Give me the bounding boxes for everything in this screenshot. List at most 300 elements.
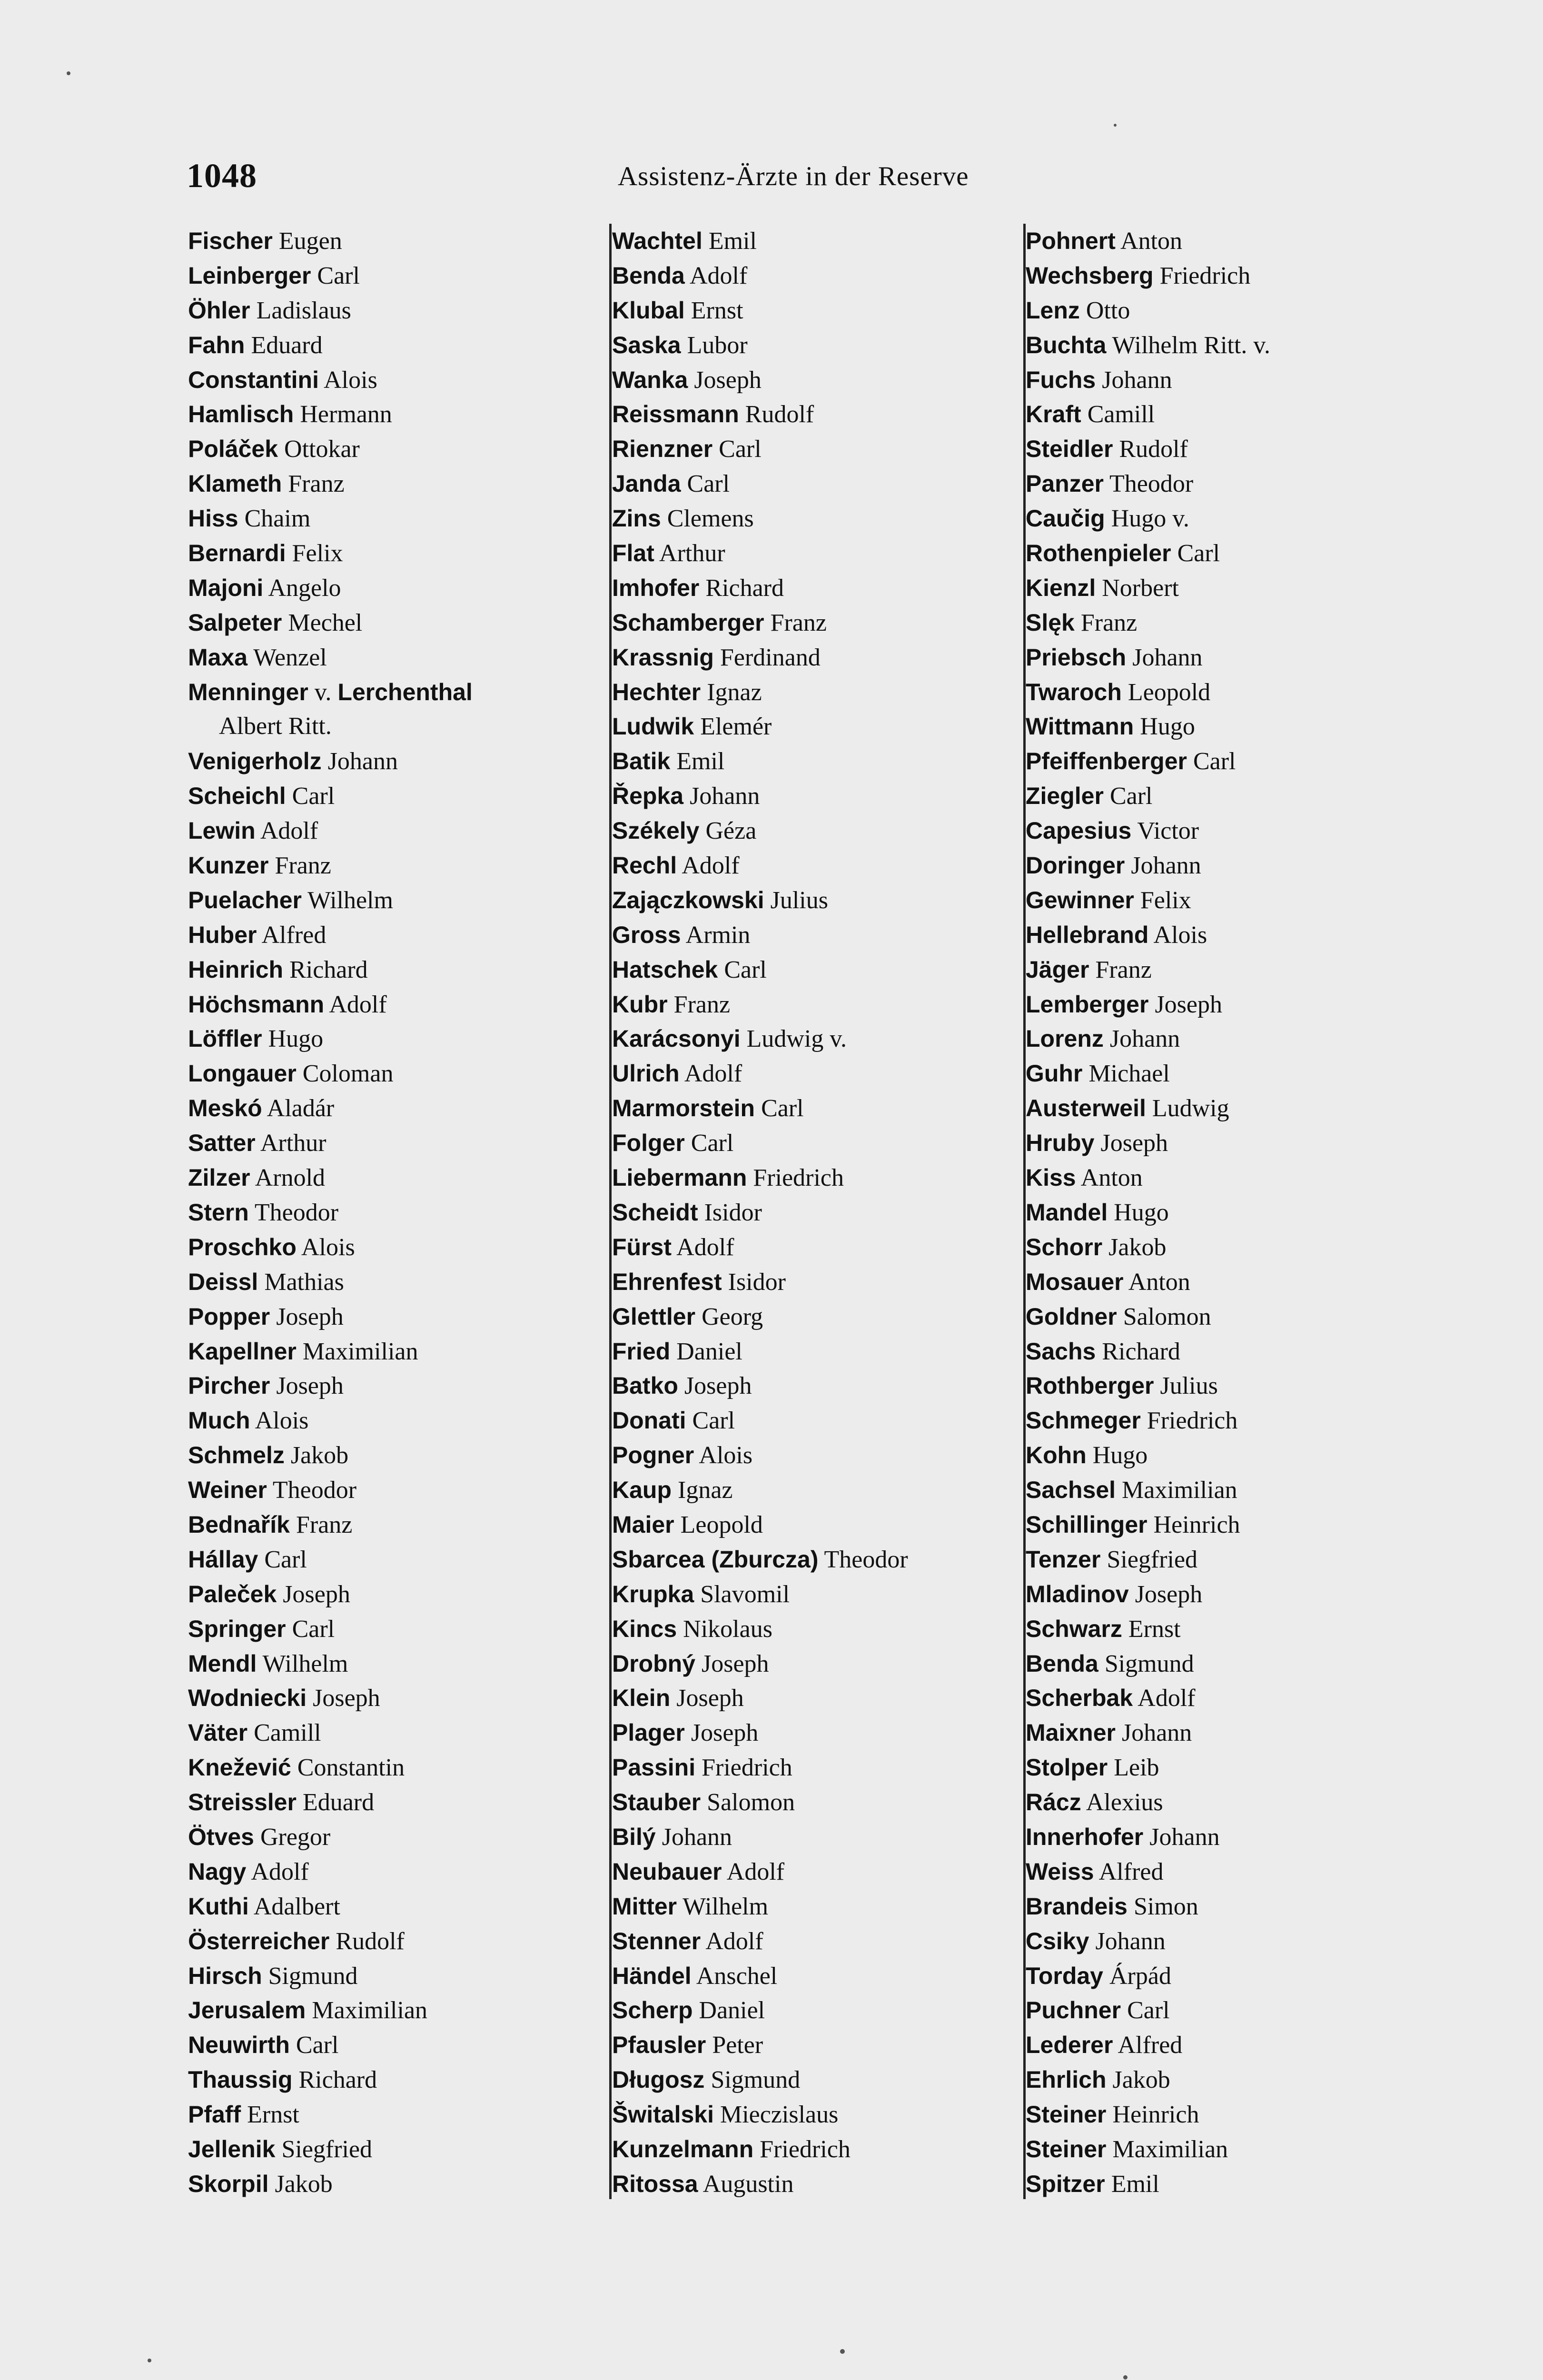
surname: Schorr (1026, 1233, 1103, 1260)
given-name: Jakob (275, 2170, 333, 2198)
given-name: Ignaz (707, 678, 762, 706)
name-entry (188, 571, 583, 605)
surname: Hirsch (188, 1962, 262, 1989)
given-name: Lubor (687, 331, 748, 359)
name-entry (612, 1021, 1021, 1056)
surname: Maxa (188, 644, 248, 671)
surname: Sachs (1026, 1338, 1096, 1365)
name-entry (612, 1334, 1021, 1369)
surname: Maixner (1026, 1719, 1116, 1746)
given-name: Joseph (1135, 1580, 1203, 1608)
surname: Capesius (1026, 817, 1132, 844)
surname: Pircher (188, 1372, 270, 1399)
given-name: Johann (1109, 1025, 1180, 1053)
given-name: Sigmund (711, 2066, 801, 2094)
given-name: Adolf (684, 1060, 742, 1088)
given-name: Friedrich (702, 1754, 792, 1782)
surname: Mendl (188, 1650, 257, 1677)
surname: Popper (188, 1303, 270, 1330)
name-entry (188, 1612, 583, 1646)
given-name: Wilhelm (682, 1893, 769, 1920)
given-name: Theodor (254, 1199, 339, 1226)
name-entry (188, 1056, 583, 1091)
given-name: Friedrich (1147, 1407, 1238, 1435)
given-name: Nikolaus (683, 1615, 772, 1643)
given-name: Theodor (272, 1477, 357, 1504)
surname: Steidler (1026, 436, 1113, 463)
given-name: Joseph (276, 1372, 344, 1400)
surname: Neuwirth (188, 2032, 290, 2059)
name-entry (1026, 1021, 1454, 1056)
given-name: Franz (770, 609, 827, 636)
surname: Schamberger (612, 609, 764, 636)
name-entry (188, 1854, 583, 1889)
name-entry (612, 883, 1021, 918)
name-entry (1026, 1438, 1454, 1473)
given-name: Joseph (694, 366, 762, 394)
name-entry (188, 1021, 583, 1056)
surname: Lederer (1026, 2032, 1113, 2059)
given-name: Hermann (300, 401, 392, 428)
surname: Bernardi (188, 540, 286, 567)
name-entry (612, 1368, 1021, 1403)
given-name: Daniel (676, 1338, 742, 1365)
name-entry (188, 1126, 583, 1160)
given-name: Mieczislaus (720, 2101, 839, 2129)
name-entry (188, 1265, 583, 1299)
name-entry (612, 397, 1021, 432)
surname: Tenzer (1026, 1546, 1101, 1573)
name-entry (188, 813, 583, 848)
given-name: Richard (298, 2066, 377, 2094)
name-entry (1026, 709, 1454, 744)
surname: Spitzer (1026, 2170, 1105, 2197)
name-entry (188, 363, 583, 397)
given-name: Norbert (1102, 574, 1179, 602)
given-name: Jakob (1108, 1233, 1167, 1261)
surname: Fahn (188, 331, 245, 358)
given-name: Franz (275, 852, 331, 880)
name-entry (188, 1403, 583, 1438)
given-name: Camill (1087, 401, 1155, 428)
given-name: Aladár (267, 1095, 335, 1122)
name-entry (1026, 1507, 1454, 1542)
surname: Klameth (188, 470, 282, 497)
name-entry (612, 1473, 1021, 1507)
surname: Fried (612, 1338, 671, 1365)
name-entry (188, 1230, 583, 1265)
given-name: Hugo (1114, 1199, 1169, 1226)
surname: Jellenik (188, 2135, 276, 2162)
name-entry (612, 848, 1021, 883)
surname: Fürst (612, 1233, 672, 1260)
given-name: Joseph (676, 1685, 744, 1712)
given-name: Anschel (696, 1962, 778, 1990)
surname: Rácz (1026, 1789, 1081, 1816)
name-column-2 (609, 224, 1021, 2199)
given-name: Alois (1153, 921, 1207, 949)
surname: Hellebrand (1026, 921, 1149, 948)
name-entry (1026, 1889, 1454, 1924)
given-name: Carl (1109, 783, 1153, 810)
given-name: Albert Ritt. (219, 713, 332, 740)
given-name: Friedrich (1159, 262, 1251, 289)
name-entry (1026, 363, 1454, 397)
name-entry (188, 883, 583, 918)
name-entry (1026, 1750, 1454, 1785)
surname: Stauber (612, 1789, 701, 1816)
name-entry (1026, 1577, 1454, 1612)
given-name: Carl (1193, 748, 1236, 775)
surname: Gross (612, 921, 681, 948)
surname: Poláček (188, 436, 278, 463)
given-name: Eduard (251, 331, 323, 359)
given-name: Joseph (1155, 991, 1222, 1018)
surname: Hiss (188, 505, 238, 532)
name-entry (188, 1993, 583, 2028)
surname: Wodniecki (188, 1685, 307, 1712)
name-entry (188, 1160, 583, 1195)
given-name: Johann (1095, 1927, 1166, 1955)
name-entry (1026, 1368, 1454, 1403)
name-entry (612, 258, 1021, 293)
surname: Maier (612, 1511, 674, 1538)
given-name: Isidor (728, 1268, 786, 1296)
surname: Zajączkowski (612, 886, 764, 913)
given-name: Felix (1140, 886, 1191, 914)
surname: Austerweil (1026, 1095, 1146, 1122)
name-entry (1026, 1160, 1454, 1195)
given-name: Adolf (676, 1233, 734, 1261)
given-name: Anton (1080, 1164, 1143, 1192)
surname: Deissl (188, 1268, 258, 1295)
name-entry (612, 2063, 1021, 2097)
name-entry (612, 675, 1021, 710)
name-entry (612, 1785, 1021, 1820)
name-entry (1026, 1612, 1454, 1646)
name-entry (612, 1403, 1021, 1438)
name-entry (1026, 1299, 1454, 1334)
given-name: Hugo (1140, 713, 1195, 741)
surname: Pfausler (612, 2032, 706, 2059)
name-entry (188, 2097, 583, 2132)
paper-speck (67, 71, 70, 75)
surname: Kincs (612, 1615, 677, 1642)
given-name: Theodor (824, 1546, 908, 1573)
surname: Meskó (188, 1095, 262, 1122)
name-entry (188, 1889, 583, 1924)
given-name: Alois (255, 1407, 309, 1435)
name-entry (1026, 883, 1454, 918)
given-name: Chaim (244, 505, 311, 533)
name-entry (188, 1507, 583, 1542)
given-name: Carl (292, 1615, 335, 1643)
given-name: Anton (1128, 1268, 1190, 1296)
surname: Kienzl (1026, 574, 1096, 601)
name-entry (1026, 1126, 1454, 1160)
name-entry (188, 293, 583, 328)
given-name: Rudolf (1119, 436, 1188, 463)
given-name: Johann (327, 748, 398, 775)
given-name: Joseph (276, 1303, 344, 1330)
given-name: Siegfried (1107, 1546, 1198, 1573)
surname: Nagy (188, 1858, 247, 1885)
surname: Pfeiffenberger (1026, 748, 1187, 775)
name-entry (1026, 2097, 1454, 2132)
given-name: Franz (673, 991, 731, 1018)
surname: Marmorstein (612, 1095, 755, 1122)
surname: Stolper (1026, 1754, 1108, 1781)
name-entry (612, 1160, 1021, 1195)
surname: Thaussig (188, 2066, 293, 2093)
given-name: Adolf (251, 1858, 309, 1885)
given-name: Siegfried (281, 2135, 373, 2163)
surname: Rienzner (612, 436, 713, 463)
surname: Salpeter (188, 609, 282, 636)
surname: Streissler (188, 1789, 297, 1816)
name-entry (188, 2167, 583, 2202)
surname: Ehrlich (1026, 2066, 1107, 2093)
name-entry (188, 1577, 583, 1612)
surname: Hatschek (612, 956, 718, 983)
given-name: Árpád (1109, 1962, 1171, 1990)
name-entry (1026, 1091, 1454, 1126)
given-name: Rudolf (336, 1927, 405, 1955)
given-name: Alois (324, 366, 377, 394)
given-name: Leopold (1128, 678, 1211, 706)
given-name: Joseph (313, 1685, 380, 1712)
given-name: Otto (1086, 297, 1130, 324)
given-name: Jakob (290, 1442, 349, 1469)
surname: Händel (612, 1962, 692, 1989)
surname: Caučig (1026, 505, 1105, 532)
surname: Batik (612, 748, 671, 775)
surname: Glettler (612, 1303, 696, 1330)
given-name: Sigmund (268, 1962, 358, 1990)
surname: Liebermann (612, 1164, 747, 1191)
name-entry (1026, 640, 1454, 675)
name-entry (612, 779, 1021, 813)
surname: Lewin (188, 817, 256, 844)
name-entry (612, 2132, 1021, 2167)
given-name: Joseph (283, 1580, 350, 1608)
given-name: Salomon (1123, 1303, 1211, 1330)
name-entry (1026, 918, 1454, 952)
given-name: Slavomil (700, 1580, 790, 1608)
name-entry (1026, 1265, 1454, 1299)
surname: Pohnert (1026, 228, 1116, 254)
surname: Ötves (188, 1823, 254, 1850)
given-name: Johann (690, 783, 760, 810)
surname: Saska (612, 331, 681, 358)
surname: Much (188, 1407, 250, 1434)
name-entry (188, 1924, 583, 1959)
given-name: Isidor (704, 1199, 762, 1226)
name-entry (188, 258, 583, 293)
surname: Benda (1026, 1650, 1098, 1677)
surname: Hamlisch (188, 401, 294, 428)
name-entry (1026, 2063, 1454, 2097)
surname: Venigerholz (188, 748, 322, 775)
given-name: Maximilian (302, 1338, 418, 1365)
surname: Székely (612, 817, 700, 844)
given-name: Adolf (726, 1858, 785, 1885)
given-name: Leopold (680, 1511, 763, 1538)
given-name: Franz (296, 1511, 353, 1538)
name-entry (188, 1334, 583, 1369)
surname: Heinrich (188, 956, 284, 983)
given-name: Alexius (1086, 1789, 1163, 1816)
name-entry (1026, 536, 1454, 571)
given-name: Hugo (1092, 1442, 1148, 1469)
name-entry (188, 1299, 583, 1334)
given-name: Joseph (691, 1719, 759, 1747)
surname: Löffler (188, 1025, 262, 1052)
surname: Wanka (612, 366, 688, 393)
given-name: Alfred (1098, 1858, 1164, 1885)
name-column-3 (1023, 224, 1454, 2199)
name-entry (1026, 675, 1454, 710)
given-name: Mechel (288, 609, 363, 636)
surname: Šwitalski (612, 2101, 714, 2128)
name-entry (188, 2063, 583, 2097)
name-entry (612, 293, 1021, 328)
given-name: Victor (1137, 817, 1199, 845)
given-name: Arthur (659, 540, 725, 567)
name-entry (188, 1091, 583, 1126)
surname: Karácsonyi (612, 1025, 741, 1052)
name-entry (612, 1924, 1021, 1959)
name-entry (188, 1368, 583, 1403)
surname: Neubauer (612, 1858, 722, 1885)
given-name: Ladislaus (256, 297, 351, 324)
surname: Majoni (188, 574, 264, 601)
given-name: Angelo (268, 574, 341, 602)
surname: Sbarcea (Zburcza) (612, 1546, 819, 1573)
name-entry (188, 918, 583, 952)
name-entry (1026, 328, 1454, 363)
surname: Menninger (188, 678, 308, 705)
name-entry (188, 952, 583, 987)
surname: Kuthi (188, 1893, 249, 1920)
name-entry (612, 640, 1021, 675)
given-name: Richard (1102, 1338, 1180, 1365)
given-name: Joseph (684, 1372, 752, 1400)
surname: Paleček (188, 1580, 277, 1607)
surname: Öhler (188, 297, 250, 324)
given-name: Ernst (691, 297, 743, 324)
given-name: Hugo (268, 1025, 324, 1053)
given-name: Felix (292, 540, 343, 567)
name-entry (612, 571, 1021, 605)
given-name: Adolf (1137, 1685, 1196, 1712)
given-name: Adolf (682, 852, 740, 880)
name-entry (188, 1473, 583, 1507)
given-name: Carl (292, 783, 335, 810)
surname: Bilý (612, 1823, 656, 1850)
given-name: Carl (1127, 1997, 1170, 2024)
surname: Reissmann (612, 401, 739, 428)
surname: Satter (188, 1130, 256, 1157)
given-name: Julius (770, 886, 828, 914)
name-entry (612, 1126, 1021, 1160)
name-entry (188, 1195, 583, 1230)
name-entry (188, 397, 583, 432)
surname: Hállay (188, 1546, 258, 1573)
given-name: Franz (1095, 956, 1152, 983)
given-name: Johann (1132, 644, 1203, 671)
name-entry (1026, 1924, 1454, 1959)
surname: Panzer (1026, 470, 1104, 497)
surname: Proschko (188, 1233, 297, 1260)
surname: Weiss (1026, 1858, 1094, 1885)
surname: Skorpil (188, 2170, 269, 2197)
surname: Mosauer (1026, 1268, 1124, 1295)
name-entry (612, 1854, 1021, 1889)
surname: Knežević (188, 1754, 291, 1781)
given-name: Elemér (700, 713, 772, 741)
given-name: Wenzel (253, 644, 327, 671)
name-entry (612, 466, 1021, 501)
surname: Constantini (188, 366, 319, 393)
name-entry (188, 1646, 583, 1681)
given-name: Hugo v. (1111, 505, 1189, 533)
surname: Batko (612, 1372, 678, 1399)
given-name: Alfred (1118, 2032, 1183, 2059)
given-name: Richard (705, 574, 784, 602)
name-entry (1026, 1230, 1454, 1265)
name-entry (1026, 432, 1454, 466)
given-name: Richard (289, 956, 368, 983)
paper-speck (1114, 124, 1117, 127)
surname: Mitter (612, 1893, 677, 1920)
surname: Mandel (1026, 1199, 1108, 1226)
name-entry (188, 536, 583, 571)
given-name: Franz (1080, 609, 1137, 636)
surname: Lenz (1026, 297, 1080, 324)
given-name: Johann (1149, 1823, 1220, 1851)
name-entry (1026, 293, 1454, 328)
name-entry (1026, 813, 1454, 848)
surname: Jerusalem (188, 1997, 306, 2024)
surname: Folger (612, 1130, 685, 1157)
given-name: Theodor (1109, 470, 1194, 498)
surname: Gewinner (1026, 886, 1134, 913)
given-name: Alois (301, 1233, 355, 1261)
surname: Flat (612, 540, 654, 567)
surname: Ulrich (612, 1060, 680, 1087)
surname: Torday (1026, 1962, 1103, 1989)
surname-suffix: Lerchenthal (337, 678, 473, 705)
given-name: Carl (317, 262, 360, 289)
surname: Kraft (1026, 401, 1081, 428)
given-name: Friedrich (760, 2135, 851, 2163)
surname: Janda (612, 470, 681, 497)
given-name: Adolf (705, 1927, 763, 1955)
given-name: Alfred (261, 921, 326, 949)
surname: Schillinger (1026, 1511, 1147, 1538)
surname: Wittmann (1026, 713, 1134, 740)
given-name: v. (314, 678, 332, 706)
surname: Scherp (612, 1997, 693, 2024)
surname: Väter (188, 1719, 248, 1746)
given-name: Carl (724, 956, 767, 983)
name-entry (1026, 224, 1454, 258)
name-entry (188, 1785, 583, 1820)
name-entry (612, 1265, 1021, 1299)
given-name: Adalbert (253, 1893, 340, 1920)
given-name: Maximilian (1122, 1477, 1237, 1504)
